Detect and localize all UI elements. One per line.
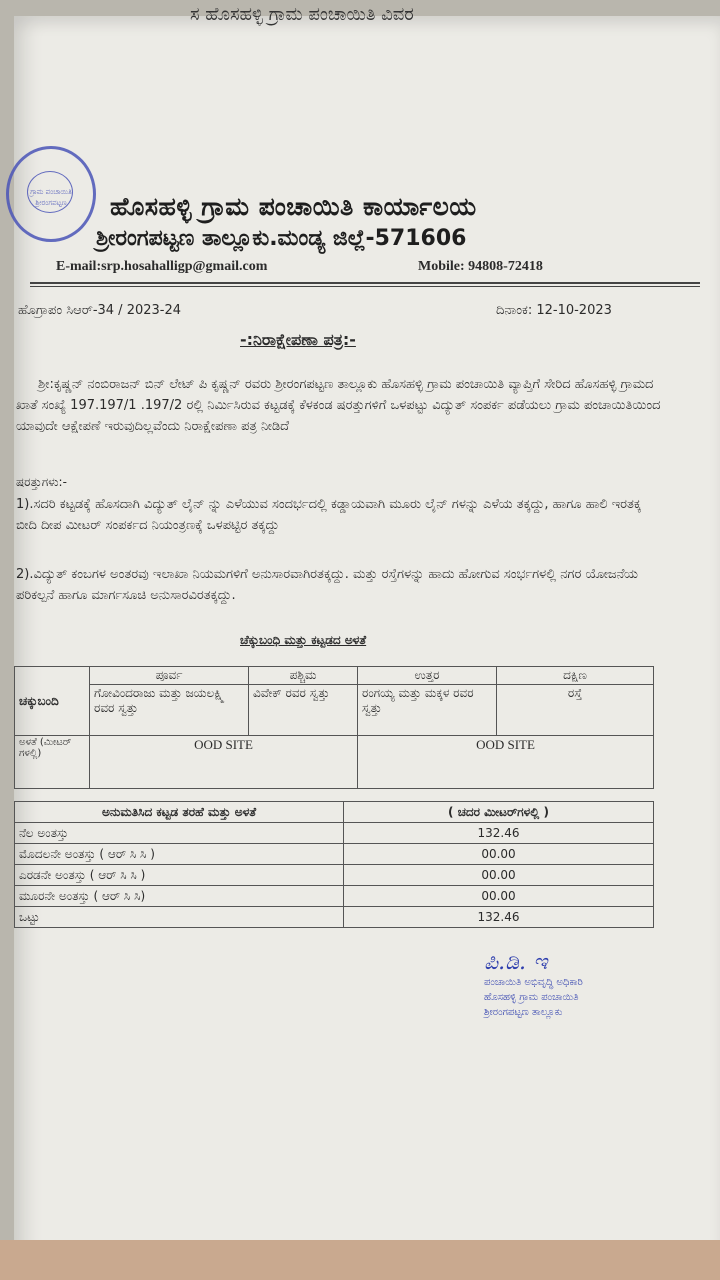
floor-value: 00.00 bbox=[344, 886, 654, 907]
floor-value: 00.00 bbox=[344, 844, 654, 865]
condition-2: 2).ವಿದ್ಯುತ್ ಕಂಬಗಳ ಅಂತರವು ಇಲಾಖಾ ನಿಯಮಗಳಿಗೆ ಅನುಸಾರವಾಗಿರತಕ್ಕದ್ದು. ಮತ್ತು ರಸ್ತೆಗಳನ್ನು ಹಾದು ಹೋಗುವ ಸಂರ್ಭಗಳಲ್ಲಿ ನಗರ ಯೋಜನೆಯ ಪರಿಕಲ್ಪನೆ ಹಾಗೂ ಮಾರ್ಗಸೂಚಿ ಅನುಸಾರವಿರತಕ್ಕದ್ದು. bbox=[16, 567, 638, 603]
reference-number: ಹೊಗ್ರಾಪಂ ಸಿಆರ್-34 / 2023-24 bbox=[18, 303, 182, 318]
table-row bbox=[15, 736, 654, 789]
conditions-label: ಷರತ್ತುಗಳು:- bbox=[16, 475, 67, 489]
officer-signature-block bbox=[484, 950, 716, 1050]
floor-area-table bbox=[14, 801, 654, 928]
header-divider-thin bbox=[30, 286, 700, 287]
floors-header-left: ಅನುಮತಿಸಿದ ಕಟ್ಟಡ ತರಹೆ ಮತ್ತು ಅಳತೆ bbox=[15, 802, 344, 823]
table-row bbox=[15, 844, 654, 865]
signature-office: ಹೊಸಹಳ್ಳಿ ಗ್ರಾಮ ಪಂಚಾಯಿತಿ bbox=[484, 992, 579, 1003]
boundary-label: ಚಕ್ಕುಬಂದಿ bbox=[15, 667, 90, 736]
table-row bbox=[15, 907, 654, 928]
table-row bbox=[15, 865, 654, 886]
size-right: OOD SITE bbox=[358, 736, 654, 789]
table-caption: ಚೆಕ್ಕುಬಂಧಿ ಮತ್ತು ಕಟ್ಟಡದ ಅಳತೆ bbox=[240, 633, 367, 647]
table-row bbox=[15, 802, 654, 823]
table-row bbox=[15, 685, 654, 736]
letter-date: ದಿನಾಂಕ: 12-10-2023 bbox=[496, 303, 612, 318]
floor-label: ಮೂರನೇ ಅಂತಸ್ತು ( ಆರ್ ಸಿ ಸಿ) bbox=[15, 886, 344, 907]
table-row bbox=[15, 667, 654, 685]
top-cut-text: ಸ ಹೊಸಹಳ್ಳಿ ಗ್ರಾಮ ಪಂಚಾಯಿತಿ ವಿವರ bbox=[190, 4, 414, 25]
table-row bbox=[15, 886, 654, 907]
floor-label: ಎರಡನೇ ಅಂತಸ್ತು ( ಆರ್ ಸಿ ಸಿ ) bbox=[15, 865, 344, 886]
floor-label: ನೆಲ ಅಂತಸ್ತು bbox=[15, 823, 344, 844]
signature-designation: ಪಂಚಾಯಿತಿ ಅಭಿವೃದ್ಧಿ ಅಧಿಕಾರಿ bbox=[484, 977, 583, 988]
header-divider bbox=[30, 282, 700, 284]
mobile-text: Mobile: 94808-72418 bbox=[418, 259, 543, 274]
email-text: E-mail:srp.hosahalligp@gmail.com bbox=[56, 259, 268, 274]
table-row bbox=[15, 823, 654, 844]
background-strip bbox=[0, 1240, 720, 1280]
office-name: ಹೊಸಹಳ್ಳಿ ಗ್ರಾಮ ಪಂಚಾಯಿತಿ ಕಾರ್ಯಾಲಯ bbox=[110, 192, 477, 221]
header-south: ದಕ್ಷಿಣ bbox=[497, 667, 654, 685]
office-address: ಶ್ರೀರಂಗಪಟ್ಟಣ ತಾಲ್ಲೂಕು.ಮಂಡ್ಯ ಜಿಲ್ಲೆ-571606 bbox=[96, 226, 467, 251]
header-west: ಪಶ್ಚಿಮ bbox=[249, 667, 358, 685]
signature-scribble: ಪಿ.ಡಿ. ಇ bbox=[484, 950, 548, 975]
header-north: ಉತ್ತರ bbox=[358, 667, 497, 685]
signature-taluk: ಶ್ರೀರಂಗಪಟ್ಟಣ ತಾಲ್ಲೂಕು bbox=[484, 1007, 563, 1018]
header-east: ಪೂರ್ವ bbox=[90, 667, 249, 685]
size-label: ಅಳತೆ (ಮೀಟರ್ ಗಳಲ್ಲಿ) bbox=[15, 736, 90, 789]
value-north: ರಂಗಯ್ಯ ಮತ್ತು ಮಕ್ಕಳ ರವರ ಸ್ವತ್ತು bbox=[358, 685, 497, 736]
size-left: OOD SITE bbox=[90, 736, 358, 789]
body-paragraph: ಶ್ರೀ:ಕೃಷ್ಣನ್ ನಂಬಿರಾಜನ್ ಬಿನ್ ಲೇಟ್ ಪಿ ಕೃಷ್ಣನ್ ರವರು ಶ್ರೀರಂಗಪಟ್ಟಣ ತಾಲ್ಲೂಕು ಹೊಸಹಳ್ಳಿ ಗ್ರಾಮ ಪಂಚಾಯಿತಿ ವ್ಯಾಪ್ತಿಗೆ ಸೇರಿದ ಹೊಸಹಳ್ಳಿ ಗ್ರಾಮದ ಖಾತೆ ಸಂಖ್ಯೆ 197.197/1 .197/2 ರಲ್ಲಿ ನಿರ್ಮಿಸಿರುವ ಕಟ್ಟಡಕ್ಕೆ ಕೆಳಕಂಡ ಷರತ್ತುಗಳಿಗೆ ಒಳಪಟ್ಟು ವಿದ್ಯುತ್ ಸಂಪರ್ಕ ಪಡೆಯಲು ಗ್ರಾಮ ಪಂಚಾಯಿತಿಯಿಂದ ಯಾವುದೇ ಆಕ್ಷೇಪಣೆ ಇರುವುದಿಲ್ಲವೆಂದು ನಿರಾಕ್ಷೇಪಣಾ ಪತ್ರ ನೀಡಿದೆ bbox=[16, 377, 661, 434]
seal-text: ಗ್ರಾಮ ಪಂಚಾಯಿತಿ ಶ್ರೀರಂಗಪಟ್ಟಣ bbox=[30, 188, 72, 207]
boundary-table bbox=[14, 666, 654, 789]
condition-1: 1).ಸದರಿ ಕಟ್ಟಡಕ್ಕೆ ಹೊಸದಾಗಿ ವಿದ್ಯುತ್ ಲೈನ್ ನ್ನು ಎಳೆಯುವ ಸಂದರ್ಭದಲ್ಲಿ ಕಡ್ಡಾಯವಾಗಿ ಮೂರು ಲೈನ್ ಗಳನ್ನು ಎಳೆಯ ತಕ್ಕದ್ದು, ಹಾಗೂ ಹಾಲಿ ಇರತಕ್ಕ ಬೀದಿ ದೀಪ ಮೀಟರ್ ಸಂಪರ್ಕದ ನಿಯಂತ್ರಣಕ್ಕೆ ಒಳಪಟ್ಟಿರ ತಕ್ಕದ್ದು bbox=[16, 497, 642, 533]
value-west: ವಿವೇಕ್ ರವರ ಸ್ವತ್ತು bbox=[249, 685, 358, 736]
value-east: ಗೋವಿಂದರಾಜು ಮತ್ತು ಜಯಲಕ್ಷ್ಮಿ ರವರ ಸ್ವತ್ತು bbox=[90, 685, 249, 736]
floor-value: 132.46 bbox=[344, 823, 654, 844]
floor-value: 132.46 bbox=[344, 907, 654, 928]
floor-label: ಮೊದಲನೇ ಅಂತಸ್ತು ( ಆರ್ ಸಿ ಸಿ ) bbox=[15, 844, 344, 865]
value-south: ರಸ್ತೆ bbox=[497, 685, 654, 736]
floors-header-right: ( ಚದರ ಮೀಟರ್‌ಗಳಲ್ಲಿ ) bbox=[344, 802, 654, 823]
floor-value: 00.00 bbox=[344, 865, 654, 886]
floor-label: ಒಟ್ಟು bbox=[15, 907, 344, 928]
office-seal bbox=[6, 146, 96, 242]
letter-title: -:ನಿರಾಕ್ಷೇಪಣಾ ಪತ್ರ:- bbox=[240, 330, 356, 349]
